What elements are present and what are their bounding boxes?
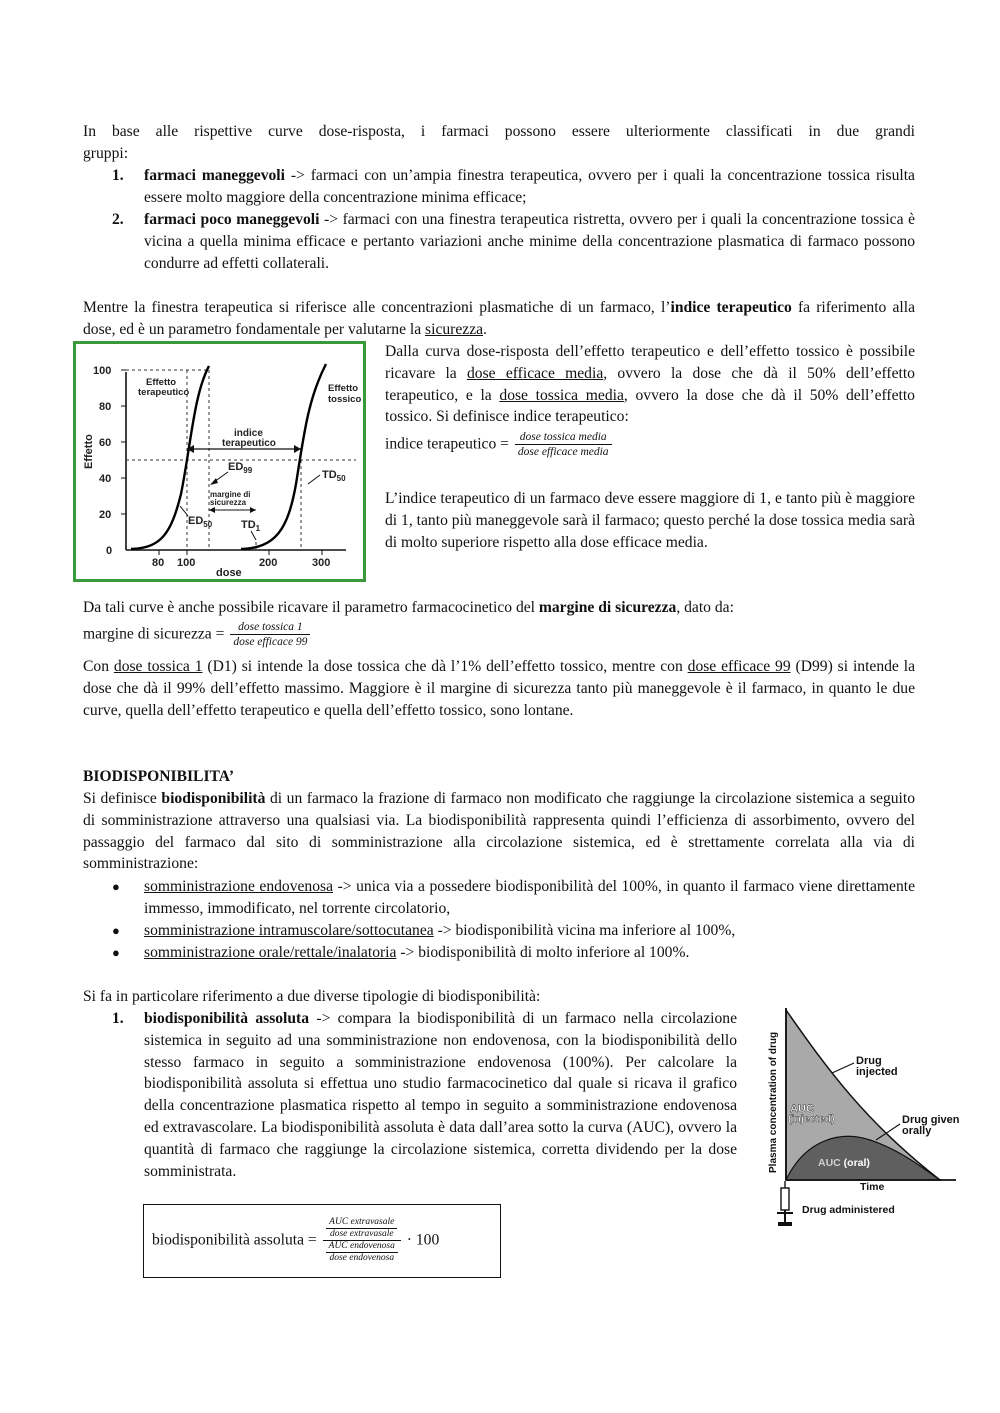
formula-label: biodisponibilità assoluta = [152, 1231, 317, 1249]
y-tick-label: 0 [106, 545, 113, 557]
bullet-icon: ● [112, 923, 120, 938]
formula-fraction [323, 1217, 401, 1264]
list-number: 1. [112, 167, 124, 184]
list-item [144, 876, 915, 920]
bullet-icon: ● [112, 945, 120, 960]
text-run: Dalla curva dose-risposta dell’effetto terapeutico e dell’effetto tossico è possibile ricavare la [385, 343, 915, 382]
underlined-term: sicurezza [425, 320, 484, 338]
therapeutic-index-explanation: L’indice terapeutico di un farmaco deve essere maggiore di 1, e tanto più è maggiore di 1, tanto più maneggevole sarà il farmaco; questo perché la dose tossica media sarà di molto superiore rispetto alla dose efficace media. [385, 490, 915, 551]
sub-numerator: AUC extravasale [326, 1217, 397, 1229]
term: farmaci poco maneggevoli [144, 211, 320, 228]
definition: -> farmaci con un’ampia finestra terapeutica, ovvero per i quali la concentrazione tossica risulta essere molto maggiore della concentrazione minima efficace; [144, 167, 915, 206]
label-auc-injected: (injected) [788, 1113, 835, 1125]
text-run: -> unica via a possedere biodisponibilità del 100%, in quanto il farmaco viene direttamente immesso, immodificato, nel torrente circolatorio, [144, 878, 915, 917]
label-td1: $TD_1$ [241, 519, 261, 533]
x-tick-label: 80 [152, 557, 165, 569]
intro-line-1: In base alle rispettive curve dose-risposta, i farmaci possono essere ulteriormente classificati in due grandi [83, 123, 915, 140]
text-run: . [483, 320, 487, 338]
label-auc-injected: AUC [790, 1103, 814, 1115]
label-index: indice [234, 428, 263, 439]
label-margin: margine di [210, 490, 251, 499]
label-oral: Drug given [902, 1114, 960, 1126]
sub-numerator: AUC endovenosa [326, 1241, 398, 1253]
formula-label: indice terapeutico = [385, 435, 509, 453]
underlined-term: somministrazione intramuscolare/sottocutanea [144, 922, 434, 939]
definition: -> farmaci con una finestra terapeutica ristretta, ovvero per i quali la concentrazione tossica è vicina a quella minima efficace e pertanto variazioni anche minime della concentrazione plasmatica di farmaco possono condurre ad effetti collaterali. [144, 211, 915, 272]
label-therapeutic: Effetto [146, 377, 177, 388]
term: indice terapeutico [670, 299, 792, 316]
y-axis-label: Effetto [83, 434, 95, 469]
text-run: di un farmaco la frazione di farmaco non modificato che raggiunge la circolazione sistemica a seguito di somministrazione attraverso una qualsiasi via. La biodisponibilità rappresenta quindi l’efficienza di assorbimento, ovvero del passaggio del farmaco dal sito di somministrazione alla circolazione sistemica, ed è strettamente correlata alla via di somministrazione: [83, 790, 915, 873]
sub-denominator: dose endovenosa [329, 1253, 395, 1263]
bioavailability-paragraph [83, 788, 915, 875]
formula-fraction [230, 620, 310, 649]
formula-fraction [515, 430, 612, 459]
safety-margin-intro [83, 597, 915, 619]
fraction-denominator [323, 1241, 401, 1264]
label-toxic: Effetto [328, 383, 359, 394]
dose-response-chart [76, 344, 363, 579]
label-oral: orally [902, 1125, 932, 1137]
fraction-numerator: dose tossica 1 [230, 620, 310, 635]
underlined-term: somministrazione orale/rettale/inalatoria [144, 944, 397, 961]
underlined-term: dose tossica 1 [113, 658, 203, 675]
list-item [144, 920, 915, 942]
label-ed99: $ED_{99}$ [228, 461, 253, 475]
label-toxic: tossico [328, 394, 362, 405]
text-run: -> biodisponibilità vicina ma inferiore al 100%, [433, 922, 736, 939]
text-run: -> biodisponibilità di molto inferiore al 100%. [396, 944, 690, 961]
text-run: fa riferimento alla dose, ed è un parametro fondamentale per valutarne la [83, 299, 915, 338]
label-injected: injected [856, 1066, 898, 1078]
section-heading: BIODISPONIBILITA’ [83, 768, 235, 785]
label-injected: Drug [856, 1055, 882, 1067]
x-tick-label: 200 [259, 557, 278, 569]
term: farmaci maneggevoli [144, 167, 285, 184]
fraction-denominator: dose efficace 99 [233, 636, 308, 648]
term: biodisponibilità [161, 790, 266, 807]
y-tick-label: 100 [93, 365, 112, 377]
term: biodisponibilità assoluta [144, 1010, 310, 1027]
fraction-denominator: dose efficace media [517, 446, 609, 458]
text-run: , ovvero la dose che dà il 50% dell’effetto terapeutico, e la [385, 364, 915, 404]
auc-figure [760, 1008, 960, 1233]
y-ticks [93, 365, 126, 557]
list-number: 2. [112, 211, 124, 228]
y-tick-label: 80 [99, 401, 112, 413]
fraction-numerator: dose tossica media [515, 430, 612, 445]
definition: -> compara la biodisponibilità di un farmaco nella circolazione sistemica in seguito ad una somministrazione non endovenosa, con la biodisponibilità dello stesso farmaco in seguito a somministrazione endovenosa (100%). Per calcolare la biodisponibilità assoluta si effettua uno studio farmacocinetico dal quale si ricava il grafico della concentrazione plasmatica rispetto al tempo in seguito a somministrazione endovenosa ed extravascolare. La biodisponibilità assoluta è data dall’area sotto la curva (AUC), ovvero la quantità di farmaco che raggiunge la circolazione sistemica, corretta dividendo per la dose somministrata. [144, 1010, 737, 1180]
label-administered: Drug administered [802, 1204, 895, 1216]
x-axis-label: Time [860, 1181, 885, 1193]
safety-margin-paragraph [83, 656, 915, 721]
x-axis-label: dose [216, 567, 242, 579]
dose-response-figure [73, 341, 366, 582]
syringe-icon [777, 1181, 793, 1226]
label-index: terapeutico [222, 438, 276, 449]
underlined-term: somministrazione endovenosa [144, 878, 334, 895]
label-td50: $TD_{50}$ [322, 469, 346, 483]
label-therapeutic: terapeutico [138, 387, 190, 398]
list-item [144, 165, 915, 209]
x-tick-label: 100 [177, 557, 196, 569]
underlined-term: dose efficace 99 [687, 658, 791, 675]
margin-arrow [209, 507, 256, 513]
label-margin: sicurezza [210, 498, 247, 507]
term: margine di sicurezza [538, 599, 677, 616]
y-tick-label: 20 [99, 509, 112, 521]
therapeutic-index-intro [83, 297, 915, 341]
y-axis-label: Plasma concentration of drug [768, 1031, 779, 1173]
text-run: , ovvero la dose che dà il 50% dell’effetto tossico. Si definisce indice terapeutico: [385, 386, 915, 426]
fraction-numerator [323, 1217, 401, 1241]
text-run: (D99) si intende la dose che dà il 99% dell’effetto massimo. Maggiore è il margine di sicurezza tanto più maneggevole è il farmaco, in quanto le due curve, quella dell’effetto terapeutico e quella dell’effetto tossico, sono lontane. [83, 658, 915, 719]
text-run: (D1) si intende la dose tossica che dà l’1% dell’effetto tossico, mentre con [202, 658, 688, 675]
pointer-line [832, 1063, 854, 1073]
absolute-bioavailability-formula-box [143, 1204, 501, 1278]
absolute-bioavailability-item [144, 1008, 737, 1182]
underlined-term: dose efficace media [466, 364, 604, 382]
bullet-icon: ● [112, 879, 120, 894]
y-tick-label: 60 [99, 437, 112, 449]
x-tick-label: 300 [312, 557, 331, 569]
therapeutic-index-formula [385, 430, 614, 459]
y-tick-label: 40 [99, 473, 112, 485]
label-auc-oral: AUC (oral) [818, 1157, 870, 1169]
text-run: Da tali curve è anche possibile ricavare il parametro farmacocinetico del [83, 599, 539, 616]
formula-label: margine di sicurezza = [83, 625, 225, 643]
text-run: Mentre la finestra terapeutica si riferisce alle concentrazioni plasmatiche di un farmaco, l’ [83, 299, 671, 316]
auc-chart [760, 1008, 960, 1233]
text-run: Si definisce [83, 790, 162, 807]
text-run: Con [83, 658, 114, 675]
sub-denominator: dose extravasale [329, 1229, 394, 1239]
types-intro: Si fa in particolare riferimento a due diverse tipologie di biodisponibilità: [83, 988, 541, 1005]
formula-factor: · 100 [406, 1231, 440, 1249]
text-run: , dato da: [676, 599, 734, 616]
intro-line-2: gruppi: [83, 145, 129, 162]
list-item [144, 942, 915, 964]
list-item [144, 209, 915, 274]
therapeutic-index-paragraph [385, 341, 915, 428]
safety-margin-formula [83, 620, 312, 649]
underlined-term: dose tossica media [499, 386, 624, 404]
label-ed50: $ED_{50}$ [188, 515, 213, 529]
list-number: 1. [112, 1010, 124, 1027]
